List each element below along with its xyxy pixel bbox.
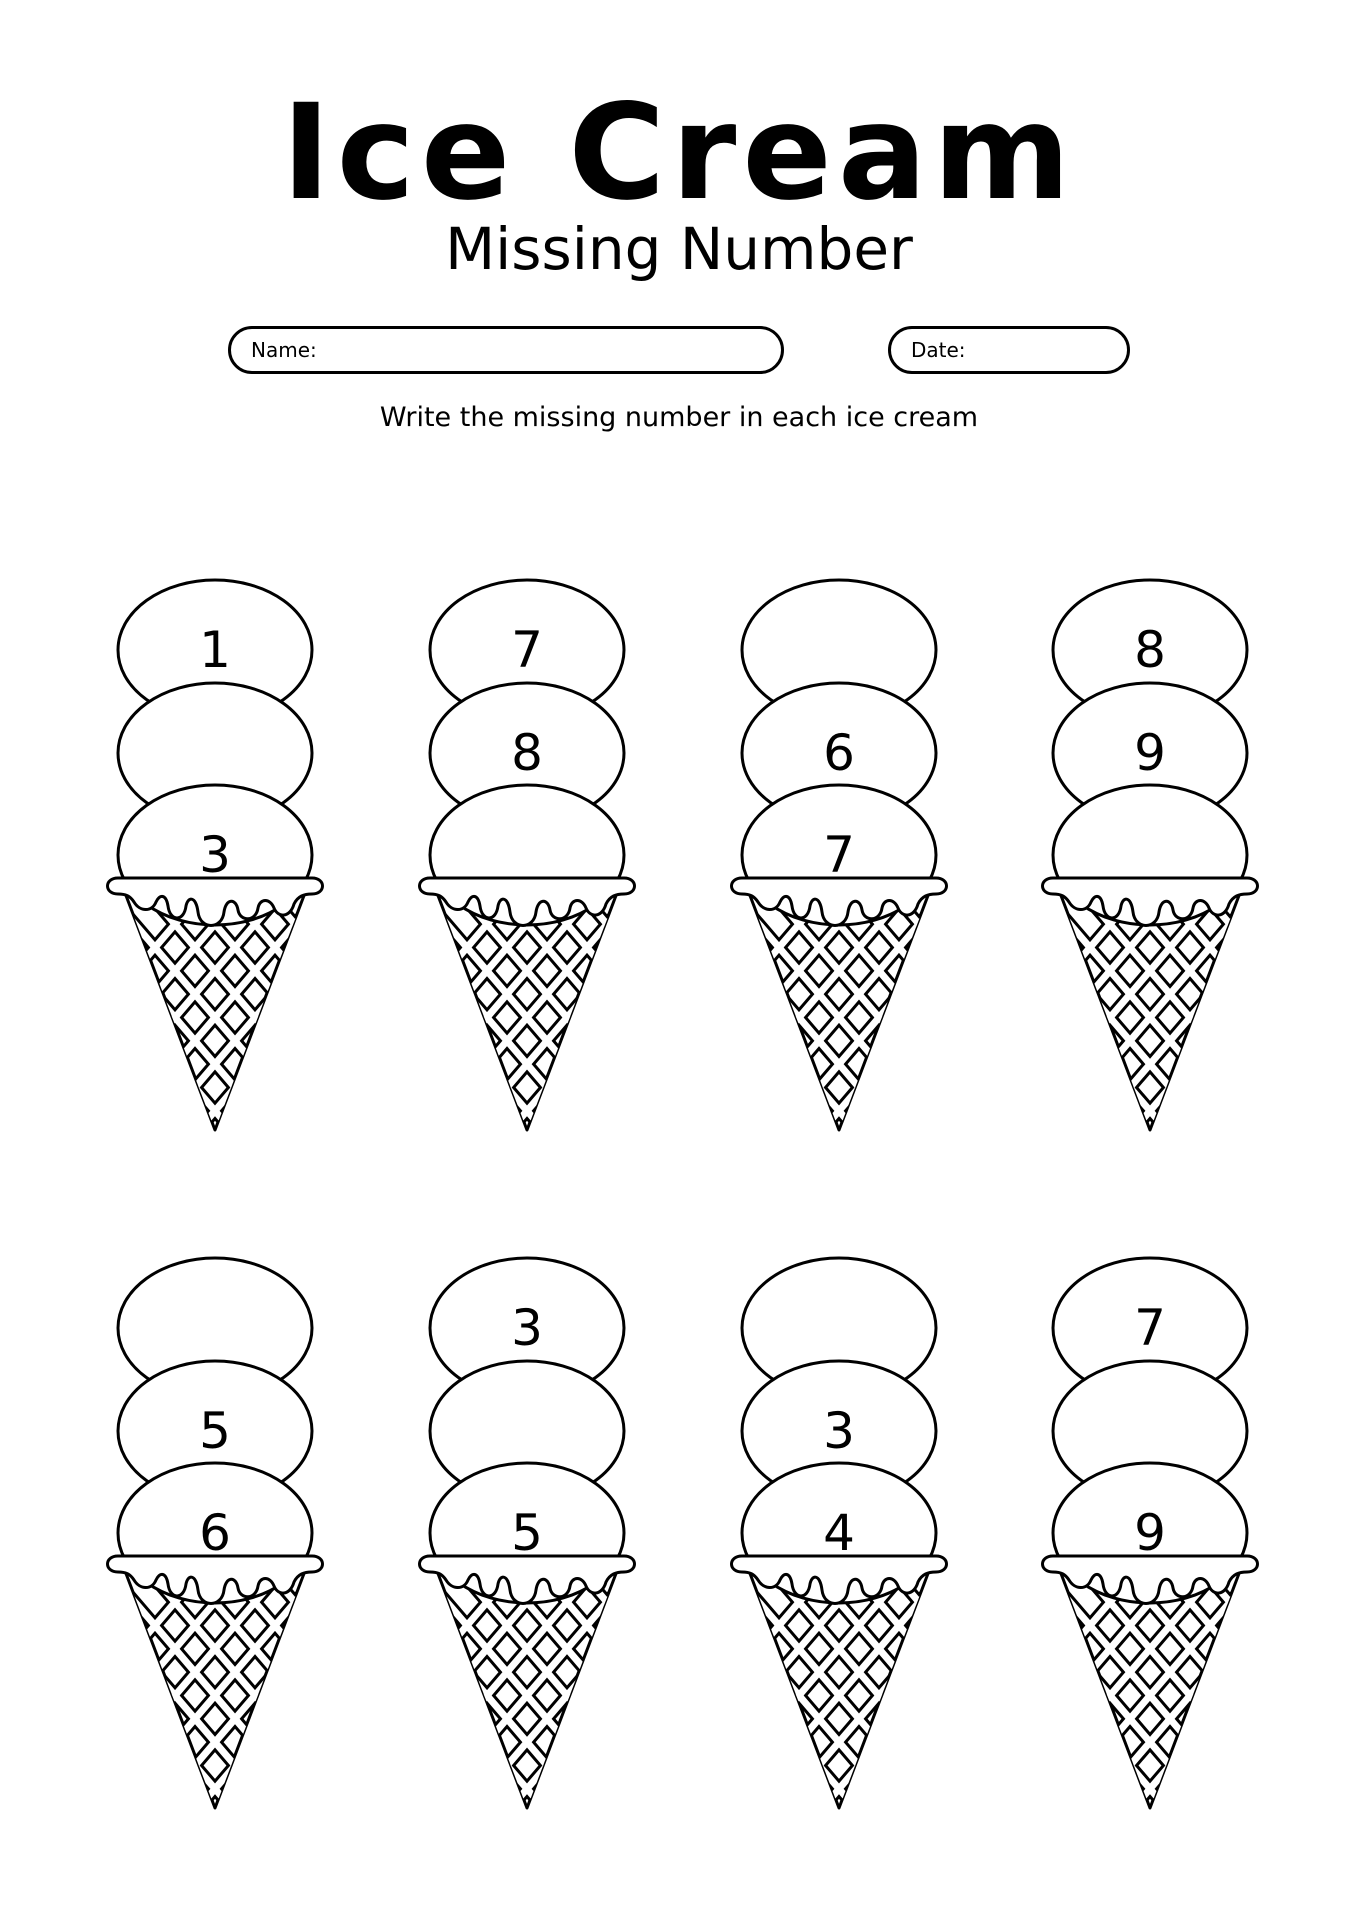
scoop-number[interactable]: 3 xyxy=(823,1402,855,1460)
scoop-number[interactable]: 7 xyxy=(823,826,855,884)
scoop-number[interactable]: 3 xyxy=(199,826,231,884)
scoop-number[interactable] xyxy=(1035,825,1265,885)
scoop-number[interactable] xyxy=(724,620,954,680)
date-field[interactable] xyxy=(888,326,1130,374)
name-label: Name: xyxy=(251,338,317,362)
scoop-number[interactable]: 9 xyxy=(1134,1504,1166,1562)
ice-cream-cone xyxy=(100,560,330,1160)
scoop-number[interactable]: 4 xyxy=(823,1504,855,1562)
scoop-number[interactable]: 8 xyxy=(511,724,543,782)
date-label: Date: xyxy=(911,338,966,362)
scoop-number[interactable]: 7 xyxy=(1134,1299,1166,1357)
worksheet-title: Ice Cream xyxy=(281,76,1077,230)
scoop-number[interactable] xyxy=(100,1298,330,1358)
ice-cream-cone xyxy=(412,1238,642,1838)
scoop-number[interactable]: 1 xyxy=(199,621,231,679)
scoop-number[interactable] xyxy=(100,723,330,783)
ice-cream-cone xyxy=(412,560,642,1160)
scoop-number[interactable]: 9 xyxy=(1134,724,1166,782)
scoop-number[interactable]: 3 xyxy=(511,1299,543,1357)
ice-cream-cone xyxy=(724,560,954,1160)
ice-cream-cone xyxy=(724,1238,954,1838)
worksheet-subtitle: Missing Number xyxy=(445,215,913,283)
scoop-number[interactable] xyxy=(412,825,642,885)
ice-cream-cone xyxy=(100,1238,330,1838)
ice-cream-cone xyxy=(1035,560,1265,1160)
scoop-number[interactable] xyxy=(724,1298,954,1358)
scoop-number[interactable]: 6 xyxy=(823,724,855,782)
scoop-number[interactable] xyxy=(1035,1401,1265,1461)
scoop-number[interactable]: 5 xyxy=(511,1504,543,1562)
scoop-number[interactable]: 7 xyxy=(511,621,543,679)
scoop-number[interactable]: 6 xyxy=(199,1504,231,1562)
instruction-text: Write the missing number in each ice cream xyxy=(379,402,979,433)
scoop-number[interactable]: 8 xyxy=(1134,621,1166,679)
ice-cream-cone xyxy=(1035,1238,1265,1838)
scoop-number[interactable] xyxy=(412,1401,642,1461)
name-field[interactable] xyxy=(228,326,784,374)
scoop-number[interactable]: 5 xyxy=(199,1402,231,1460)
